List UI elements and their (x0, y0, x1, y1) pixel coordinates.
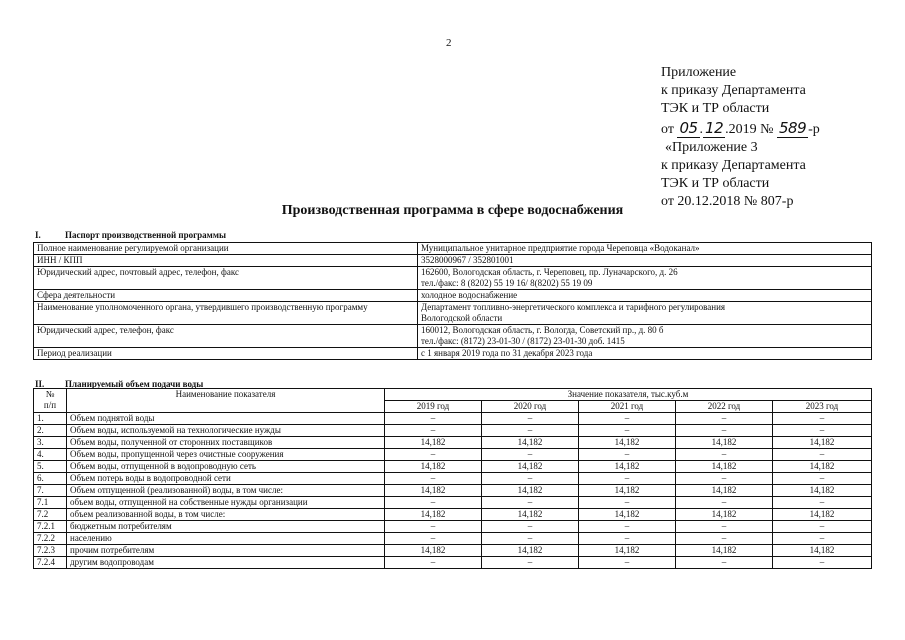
section-title-text: Планируемый объем подачи воды (65, 379, 204, 389)
row-value: – (482, 473, 579, 485)
passport-label: Полное наименование регулируемой организации (34, 243, 418, 255)
row-value: – (676, 425, 773, 437)
row-name: бюджетным потребителям (67, 521, 385, 533)
passport-value-line: Вологодской области (421, 313, 503, 323)
row-name: Объем поднятой воды (67, 413, 385, 425)
row-value: – (385, 557, 482, 569)
row-value: – (482, 521, 579, 533)
row-number: 7.2.1 (34, 521, 67, 533)
header-values: Значение показателя, тыс.куб.м (385, 389, 872, 401)
row-name: населению (67, 533, 385, 545)
row-number: 7.2.2 (34, 533, 67, 545)
row-name: другим водопроводам (67, 557, 385, 569)
header-year: 2022 год (676, 401, 773, 413)
passport-label: ИНН / КПП (34, 255, 418, 267)
row-name: Объем воды, пропущенной через очистные сооружения (67, 449, 385, 461)
row-value: – (579, 425, 676, 437)
passport-label: Сфера деятельности (34, 290, 418, 302)
passport-value-line: Департамент топливно-энергетического комплекса и тарифного регулирования (421, 302, 726, 312)
row-value: – (579, 497, 676, 509)
appendix-block (661, 64, 820, 212)
appendix-line: «Приложение 3 (665, 139, 758, 155)
row-value: – (579, 557, 676, 569)
table-row (34, 557, 872, 569)
row-value: – (676, 521, 773, 533)
section-number: II. (35, 379, 45, 389)
row-value: 14,182 (579, 461, 676, 473)
appendix-line: ТЭК и ТР области (661, 101, 770, 117)
row-value: – (773, 425, 872, 437)
row-value: – (773, 497, 872, 509)
row-value: – (676, 557, 773, 569)
passport-row (34, 290, 872, 302)
row-value: – (676, 449, 773, 461)
passport-value (418, 290, 872, 302)
row-number: 2. (34, 425, 67, 437)
row-value: – (676, 473, 773, 485)
passport-label: Юридический адрес, почтовый адрес, телефон, факс (34, 267, 418, 290)
passport-value-line: 160012, Вологодская область, г. Вологда, Советский пр., д. 80 б (421, 325, 664, 335)
passport-value (418, 255, 872, 267)
row-value: – (579, 473, 676, 485)
row-value: – (385, 497, 482, 509)
passport-row (34, 267, 872, 290)
number-suffix: -р (808, 121, 820, 137)
header-num: № п/п (34, 389, 67, 413)
row-value: – (482, 497, 579, 509)
row-value: – (385, 413, 482, 425)
row-value: – (579, 449, 676, 461)
passport-label: Юридический адрес, телефон, факс (34, 325, 418, 348)
row-value: 14,182 (579, 485, 676, 497)
row-value: 14,182 (676, 461, 773, 473)
passport-value (418, 302, 872, 325)
row-value: 14,182 (676, 545, 773, 557)
row-name: Объем воды, полученной от сторонних поставщиков (67, 437, 385, 449)
row-value: 14,182 (385, 437, 482, 449)
row-value: 14,182 (773, 545, 872, 557)
row-value: 14,182 (773, 437, 872, 449)
row-value: – (579, 413, 676, 425)
passport-row (34, 243, 872, 255)
row-value: – (676, 497, 773, 509)
row-name: Объем воды, отпущенной в водопроводную сеть (67, 461, 385, 473)
row-value: 14,182 (482, 461, 579, 473)
row-value: 14,182 (482, 509, 579, 521)
row-value: – (482, 557, 579, 569)
date-prefix: от (661, 121, 674, 137)
row-value: 14,182 (579, 437, 676, 449)
row-value: 14,182 (579, 545, 676, 557)
row-value: 14,182 (482, 485, 579, 497)
row-name: Объем потерь воды в водопроводной сети (67, 473, 385, 485)
row-value: 14,182 (676, 485, 773, 497)
row-value: 14,182 (773, 461, 872, 473)
row-number: 4. (34, 449, 67, 461)
appendix-line: к приказу Департамента (661, 158, 806, 174)
row-value: – (385, 521, 482, 533)
passport-label: Наименование уполномоченного органа, утвердившего производственную программу (34, 302, 418, 325)
table-row (34, 509, 872, 521)
passport-label: Период реализации (34, 348, 418, 360)
appendix-date-line: от 05 . 12 .2019 № 589 -р (661, 118, 820, 137)
table-row (34, 533, 872, 545)
table-row (34, 461, 872, 473)
passport-value (418, 267, 872, 290)
row-value: 14,182 (385, 461, 482, 473)
row-value: – (482, 449, 579, 461)
page-number: 2 (446, 37, 452, 49)
row-value: – (579, 533, 676, 545)
row-number: 7.2.4 (34, 557, 67, 569)
row-number: 7.1 (34, 497, 67, 509)
row-value: 14,182 (676, 437, 773, 449)
header-year: 2019 год (385, 401, 482, 413)
row-value: – (773, 473, 872, 485)
volume-table (33, 388, 872, 569)
row-value: – (482, 425, 579, 437)
row-value: 14,182 (773, 509, 872, 521)
passport-value (418, 348, 872, 360)
header-year: 2020 год (482, 401, 579, 413)
passport-value (418, 325, 872, 348)
row-number: 1. (34, 413, 67, 425)
row-value: – (773, 557, 872, 569)
row-value: – (385, 473, 482, 485)
row-value: – (482, 533, 579, 545)
table-row (34, 437, 872, 449)
passport-row (34, 325, 872, 348)
row-name: объем воды, отпущенной на собственные нужды организации (67, 497, 385, 509)
passport-table (33, 242, 872, 360)
row-name: Объем воды, используемой на технологические нужды (67, 425, 385, 437)
passport-row (34, 255, 872, 267)
appendix-line: Приложение (661, 65, 737, 80)
header-year: 2021 год (579, 401, 676, 413)
row-number: 6. (34, 473, 67, 485)
table-row (34, 497, 872, 509)
row-value: – (579, 521, 676, 533)
table-row (34, 449, 872, 461)
row-value: 14,182 (385, 485, 482, 497)
page-title: Производственная программа в сфере водоснабжения (281, 203, 624, 218)
date-year: 2019 № (728, 121, 774, 137)
row-value: 14,182 (773, 485, 872, 497)
passport-value (418, 243, 872, 255)
row-value: – (773, 521, 872, 533)
row-number: 5. (34, 461, 67, 473)
passport-value-line: холодное водоснабжение (421, 290, 518, 300)
row-value: – (676, 533, 773, 545)
section-1-title (35, 230, 226, 240)
row-value: 14,182 (385, 509, 482, 521)
appendix-line: к приказу Департамента (661, 83, 806, 99)
passport-row (34, 348, 872, 360)
row-value: – (385, 425, 482, 437)
row-value: 14,182 (676, 509, 773, 521)
handwritten-month: 12 (705, 118, 724, 137)
row-value: – (385, 449, 482, 461)
table-row (34, 485, 872, 497)
table-row (34, 545, 872, 557)
table-row (34, 473, 872, 485)
table-row (34, 521, 872, 533)
handwritten-day: 05 (679, 118, 698, 137)
passport-value-line: с 1 января 2019 года по 31 декабря 2023 года (421, 348, 593, 358)
header-name: Наименование показателя (67, 389, 385, 413)
appendix-line: ТЭК и ТР области (661, 176, 770, 192)
row-number: 7.2 (34, 509, 67, 521)
section-number: I. (35, 230, 41, 240)
row-value: 14,182 (482, 437, 579, 449)
row-name: прочим потребителям (67, 545, 385, 557)
row-value: – (385, 533, 482, 545)
appendix-line: от 20.12.2018 № 807-р (661, 194, 794, 210)
row-value: – (773, 449, 872, 461)
row-number: 7.2.3 (34, 545, 67, 557)
passport-row (34, 302, 872, 325)
row-number: 7. (34, 485, 67, 497)
row-name: Объем отпущенной (реализованной) воды, в том числе: (67, 485, 385, 497)
row-value: 14,182 (579, 509, 676, 521)
row-value: – (676, 413, 773, 425)
passport-value-line: Муниципальное унитарное предприятие города Череповца «Водоканал» (421, 243, 700, 253)
table-row (34, 413, 872, 425)
table-row (34, 425, 872, 437)
section-title-text: Паспорт производственной программы (65, 230, 226, 240)
handwritten-number: 589 (778, 118, 807, 137)
passport-value-line: тел./факс: 8 (8202) 55 19 16/ 8(8202) 55 19 09 (421, 278, 593, 288)
row-value: 14,182 (482, 545, 579, 557)
row-value: – (482, 413, 579, 425)
passport-value-line: 162600, Вологодская область, г. Череповец, пр. Луначарского, д. 26 (421, 267, 678, 277)
row-value: 14,182 (385, 545, 482, 557)
row-value: – (773, 533, 872, 545)
header-year: 2023 год (773, 401, 872, 413)
passport-value-line: тел./факс: (8172) 23-01-30 / (8172) 23-01-30 доб. 1415 (421, 336, 625, 346)
passport-value-line: 3528000967 / 352801001 (421, 255, 514, 265)
row-name: объем реализованной воды, в том числе: (67, 509, 385, 521)
row-value: – (773, 413, 872, 425)
row-number: 3. (34, 437, 67, 449)
